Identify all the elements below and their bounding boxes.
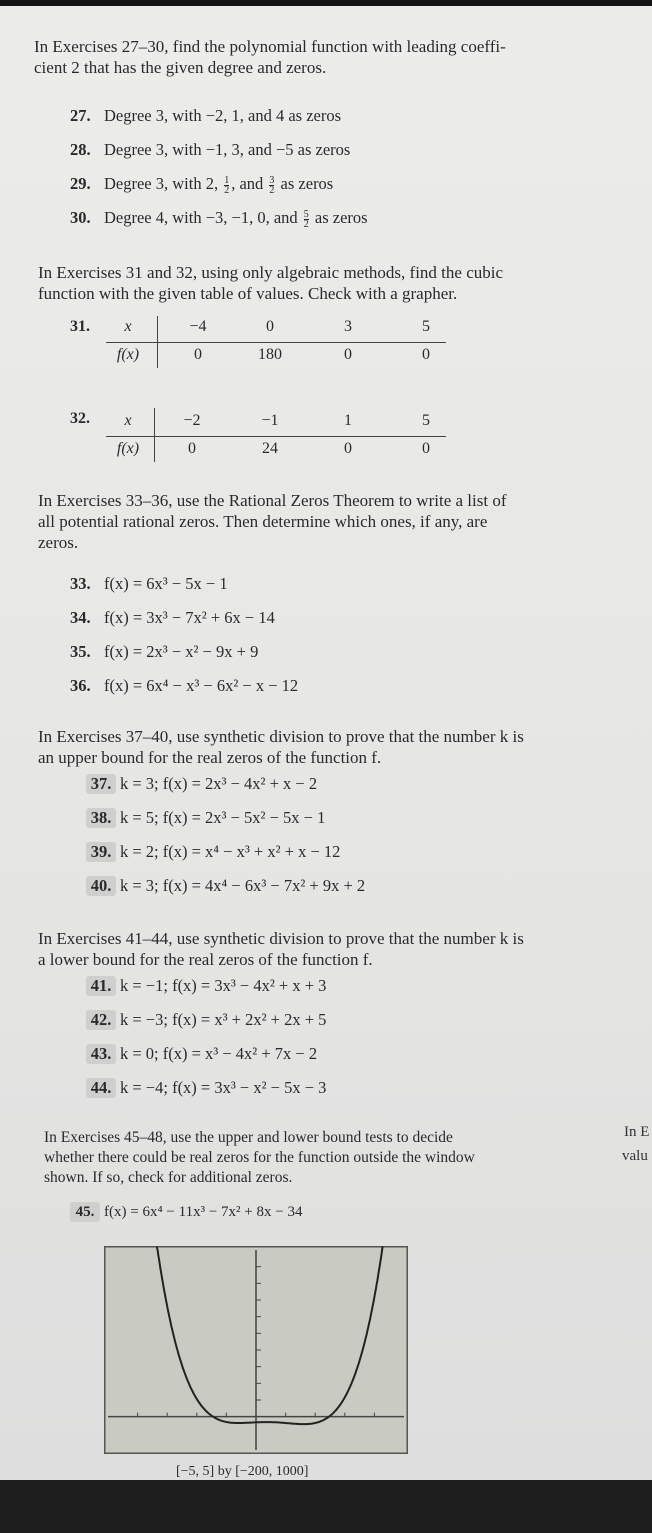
exercise-text: Degree 3, with −1, 3, and −5 as zeros [104, 140, 351, 159]
exercise-text: f(x) = 6x⁴ − x³ − 6x² − x − 12 [104, 676, 299, 695]
numerator: 1 [224, 174, 230, 186]
exercise-number: 35. [70, 642, 91, 661]
exercise-text: Degree 4, with −3, −1, 0, and [104, 208, 298, 227]
exercise-number: 45. [70, 1202, 100, 1222]
table-31 [70, 314, 450, 374]
exercise-number: 41. [86, 976, 116, 996]
exercise-text: f(x) = 6x³ − 5x − 1 [104, 574, 228, 593]
table-cell: 180 [258, 346, 282, 363]
fraction [304, 210, 309, 229]
fraction [269, 176, 274, 195]
intro-line: zeros. [38, 533, 79, 552]
table-cell: 1 [344, 412, 352, 429]
exercise-number: 33. [70, 574, 91, 593]
exercise-number: 37. [86, 774, 116, 794]
table-divider [154, 408, 155, 462]
intro-line: In Exercises 33–36, use the Rational Zeros Theorem to write a list of [38, 491, 507, 510]
intro-line: function with the given table of values. Check with a grapher. [38, 284, 458, 303]
x-header: x [124, 318, 132, 335]
table-cell: 0 [344, 440, 352, 457]
table-32 [70, 406, 450, 466]
exercise-43 [86, 1044, 317, 1064]
intro-31-32 [38, 262, 618, 304]
exercise-text: f(x) = 3x³ − 7x² + 6x − 14 [104, 608, 275, 627]
function-graph [104, 1246, 408, 1454]
exercise-text: Degree 3, with −2, 1, and 4 as zeros [104, 106, 342, 125]
intro-37-40 [38, 726, 628, 768]
table-cell: 0 [344, 346, 352, 363]
exercise-number: 27. [70, 106, 91, 125]
exercise-text: k = 0; f(x) = x³ − 4x² + 7x − 2 [120, 1044, 318, 1063]
table-cell: 0 [194, 346, 202, 363]
exercise-36 [70, 676, 298, 696]
exercise-38 [86, 808, 325, 828]
table-cell: 3 [344, 318, 352, 335]
exercise-42 [86, 1010, 326, 1030]
exercise-number: 36. [70, 676, 91, 695]
intro-41-44 [38, 928, 628, 970]
denominator: 2 [269, 184, 275, 196]
intro-line: In Exercises 45–48, use the upper and lower bound tests to decide [44, 1129, 453, 1146]
table-cell: 5 [422, 412, 430, 429]
numerator: 5 [303, 208, 309, 220]
table-cell: 5 [422, 318, 430, 335]
exercise-number: 42. [86, 1010, 116, 1030]
table-cell: 0 [422, 440, 430, 457]
window-caption: [−5, 5] by [−200, 1000] [176, 1464, 309, 1479]
exercise-39 [86, 842, 340, 862]
side-text: valu [622, 1148, 648, 1164]
table-cell: −4 [189, 318, 207, 335]
fraction [224, 176, 229, 195]
exercise-30 [70, 208, 368, 229]
table-cell: 0 [188, 440, 196, 457]
x-header: x [124, 412, 132, 429]
intro-33-36 [38, 490, 618, 553]
intro-27-30 [34, 36, 614, 78]
exercise-27 [70, 106, 341, 126]
table-rule [106, 436, 446, 437]
denominator: 2 [224, 184, 230, 196]
table-cell: 0 [266, 318, 274, 335]
exercise-text: f(x) = 6x⁴ − 11x³ − 7x² + 8x − 34 [104, 1204, 303, 1220]
exercise-text: as zeros [314, 208, 368, 227]
table-divider [157, 316, 158, 368]
denominator: 2 [303, 218, 309, 230]
intro-line: a lower bound for the real zeros of the function f. [38, 950, 373, 969]
exercise-text: k = −1; f(x) = 3x³ − 4x² + x + 3 [120, 976, 327, 995]
table-cell: −2 [183, 412, 201, 429]
intro-line: an upper bound for the real zeros of the function f. [38, 748, 382, 767]
exercise-text: f(x) = 2x³ − x² − 9x + 9 [104, 642, 259, 661]
exercise-text: Degree 3, with 2, [104, 174, 219, 193]
intro-line: shown. If so, check for additional zeros. [44, 1169, 293, 1186]
exercise-number: 40. [86, 876, 116, 896]
exercise-text: , and [231, 174, 264, 193]
exercise-number: 29. [70, 174, 91, 193]
exercise-text: k = −3; f(x) = x³ + 2x² + 2x + 5 [120, 1010, 327, 1029]
intro-line: In Exercises 31 and 32, using only algebraic methods, find the cubic [38, 263, 504, 282]
intro-line: all potential rational zeros. Then determine which ones, if any, are [38, 512, 488, 531]
exercise-number: 28. [70, 140, 91, 159]
exercise-number: 32. [70, 410, 90, 427]
fx-header: f(x) [116, 346, 140, 363]
intro-line: In Exercises 41–44, use synthetic division to prove that the number k is [38, 929, 524, 948]
exercise-number: 39. [86, 842, 116, 862]
exercise-number: 38. [86, 808, 116, 828]
intro-line: cient 2 that has the given degree and zeros. [34, 58, 327, 77]
exercise-text: k = 3; f(x) = 4x⁴ − 6x³ − 7x² + 9x + 2 [120, 876, 366, 895]
exercise-37 [86, 774, 317, 794]
exercise-29 [70, 174, 333, 195]
table-cell: −1 [261, 412, 279, 429]
exercise-text: as zeros [280, 174, 334, 193]
intro-line: whether there could be real zeros for the function outside the window [44, 1149, 475, 1166]
side-text: In E [624, 1124, 650, 1140]
exercise-text: k = 3; f(x) = 2x³ − 4x² + x − 2 [120, 774, 318, 793]
fx-header: f(x) [116, 440, 140, 457]
exercise-number: 34. [70, 608, 91, 627]
exercise-40 [86, 876, 365, 896]
exercise-number: 30. [70, 208, 91, 227]
exercise-text: k = 5; f(x) = 2x³ − 5x² − 5x − 1 [120, 808, 326, 827]
exercise-34 [70, 608, 275, 628]
intro-45-48 [44, 1128, 604, 1188]
table-cell: 24 [262, 440, 278, 457]
intro-line: In Exercises 27–30, find the polynomial function with leading coeffi- [34, 37, 506, 56]
table-cell: 0 [422, 346, 430, 363]
exercise-41 [86, 976, 326, 996]
exercise-28 [70, 140, 350, 160]
textbook-page [0, 6, 652, 1480]
exercise-44 [86, 1078, 326, 1098]
exercise-text: k = 2; f(x) = x⁴ − x³ + x² + x − 12 [120, 842, 341, 861]
exercise-text: k = −4; f(x) = 3x³ − x² − 5x − 3 [120, 1078, 327, 1097]
exercise-45 [70, 1202, 302, 1222]
exercise-number: 31. [70, 318, 90, 335]
exercise-35 [70, 642, 258, 662]
exercise-33 [70, 574, 228, 594]
exercise-number: 44. [86, 1078, 116, 1098]
exercise-number: 43. [86, 1044, 116, 1064]
intro-line: In Exercises 37–40, use synthetic division to prove that the number k is [38, 727, 524, 746]
numerator: 3 [269, 174, 275, 186]
